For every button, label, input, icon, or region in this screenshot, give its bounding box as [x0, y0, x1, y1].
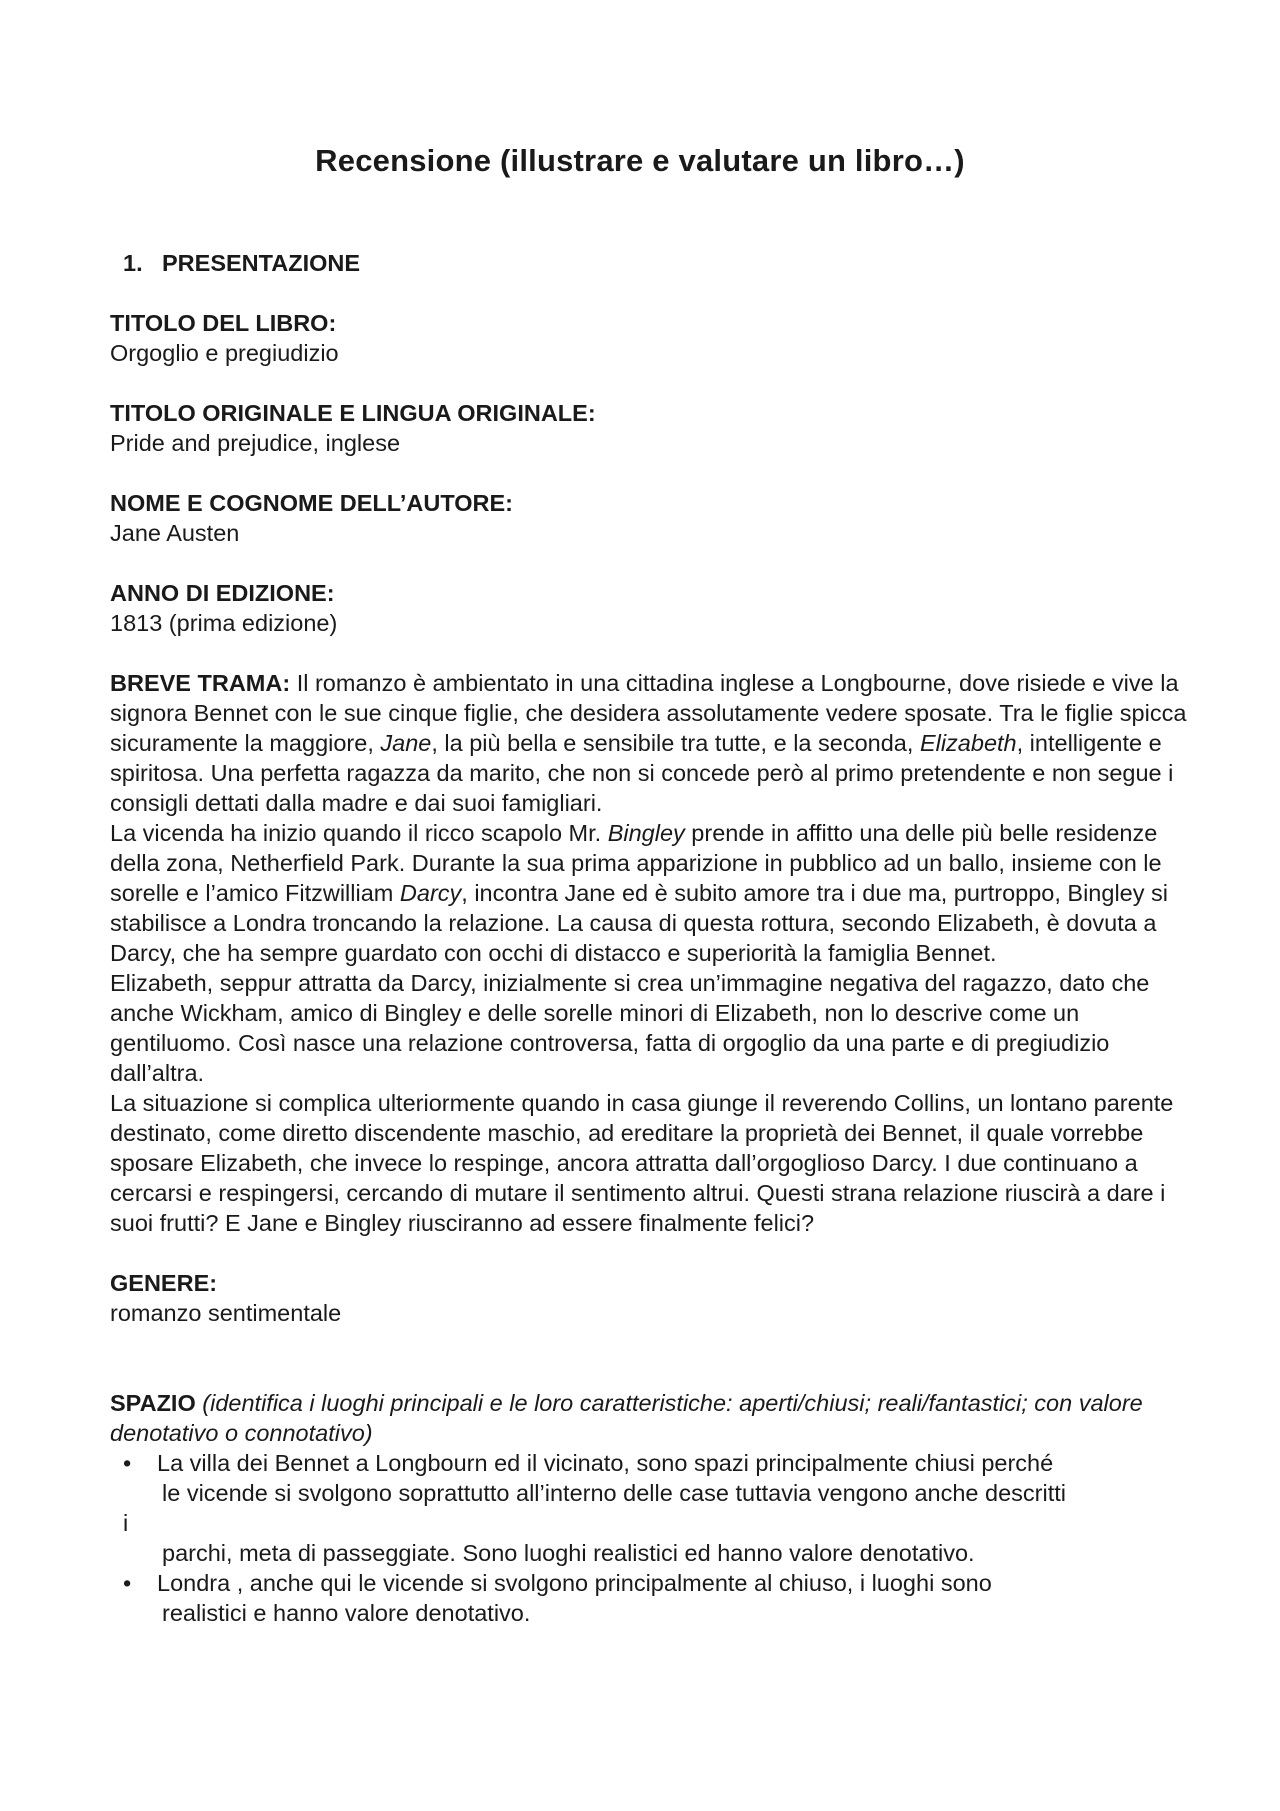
section-number: 1.: [123, 250, 143, 276]
field-anno: [110, 578, 1190, 638]
line: realistici e hanno valore denotativo.: [162, 1600, 531, 1626]
line: La villa dei Bennet a Longbourn ed il vicinato, sono spazi principalmente chiusi perché: [157, 1450, 1054, 1476]
field-label: NOME E COGNOME DELL’AUTORE:: [110, 490, 513, 516]
field-label: TITOLO DEL LIBRO:: [110, 310, 337, 336]
line: parchi, meta di passeggiate. Sono luoghi realistici ed hanno valore denotativo.: [162, 1540, 975, 1566]
orphan-char: i: [123, 1510, 129, 1536]
field-value: Orgoglio e pregiudizio: [110, 340, 339, 366]
trama-paragraph-1: [110, 668, 1190, 818]
field-label: GENERE:: [110, 1270, 218, 1296]
bullet-icon: •: [123, 1450, 132, 1476]
field-titolo: [110, 308, 1190, 368]
text-run: La vicenda ha inizio quando il ricco scapolo Mr.: [110, 820, 608, 846]
spazio-section: [110, 1388, 1190, 1628]
trama-paragraph-4: La situazione si complica ulteriormente quando in casa giunge il reverendo Collins, un lontano parente destinato, come diretto discendente maschio, ad ereditare la proprietà dei Bennet, il quale vorrebbe sposare Elizabeth, che invece lo respinge, ancora attratta dall’orgoglioso Darcy. I due continuano a cercarsi e respingersi, cercando di mutare il sentimento altrui. Questi strana relazione riuscirà a dare i suoi frutti? E Jane e Bingley riusciranno ad essere finalmente felici?: [110, 1090, 1174, 1236]
section-title: PRESENTAZIONE: [162, 250, 361, 276]
field-label: TITOLO ORIGINALE E LINGUA ORIGINALE:: [110, 400, 596, 426]
text-run: , la più bella e sensibile tra tutte, e la seconda,: [431, 730, 920, 756]
field-genere: [110, 1268, 1190, 1328]
emphasis: Darcy: [399, 880, 462, 906]
document-body: [110, 248, 1190, 1628]
field-value: Jane Austen: [110, 520, 240, 546]
trama-label: BREVE TRAMA:: [110, 670, 291, 696]
list-item: [110, 1448, 1190, 1508]
field-titolo-originale: [110, 398, 1190, 458]
field-value: romanzo sentimentale: [110, 1300, 342, 1326]
emphasis: Bingley: [607, 820, 685, 846]
text-run: , incontra Jane ed è subito amore tra i due ma, purtroppo, Bingley si stabilisce a Londra troncando la relazione. La causa di questa rottura, secondo Elizabeth, è dovuta a Darcy, che ha sempre guardato con occhi di distacco e superiorità la famiglia Bennet.: [110, 880, 1168, 966]
text-run: Il romanzo è ambientato in una cittadina inglese a Longbourne, dove risiede e vive la signora Bennet con le sue cinque figlie, che desidera assolutamente vedere sposate. Tra le figlie spicca sicuramente la maggiore,: [110, 670, 1187, 756]
spazio-list: [110, 1448, 1190, 1508]
field-value: 1813 (prima edizione): [110, 610, 338, 636]
trama-paragraph-3: Elizabeth, seppur attratta da Darcy, inizialmente si crea un’immagine negativa del ragazzo, dato che anche Wickham, amico di Bingley e delle sorelle minori di Elizabeth, non lo descrive come un gentiluomo. Così nasce una relazione controversa, fatta di orgoglio da una parte e di pregiudizio dall’altra.: [110, 970, 1150, 1086]
line: Londra , anche qui le vicende si svolgono principalmente al chiuso, i luoghi sono: [157, 1570, 992, 1596]
section-heading: [123, 248, 1190, 278]
field-value: Pride and prejudice, inglese: [110, 430, 401, 456]
trama-paragraph-2: [110, 818, 1190, 968]
field-autore: [110, 488, 1190, 548]
spazio-intro: [110, 1388, 1190, 1448]
spazio-note: (identifica i luoghi principali e le loro caratteristiche: aperti/chiusi; reali/fantastici; con valore denotativo o connotativo): [110, 1390, 1143, 1446]
list-item: [110, 1568, 1190, 1628]
spazio-list: [110, 1568, 1190, 1628]
text-run: prende in affitto una delle più belle residenze della zona, Netherfield Park. Durante la sua prima apparizione in pubblico ad un ballo, insieme con le sorelle e l’amico Fitzwilliam: [110, 820, 1162, 906]
field-label: ANNO DI EDIZIONE:: [110, 580, 335, 606]
trama-section: [110, 668, 1190, 1238]
text-run: , intelligente e spiritosa. Una perfetta ragazza da marito, che non si concede però al primo pretendente e non segue i consigli dettati dalla madre e dai suoi famigliari.: [110, 730, 1174, 816]
line: le vicende si svolgono soprattutto all’interno delle case tuttavia vengono anche descritti: [162, 1480, 1066, 1506]
spazio-label: SPAZIO: [110, 1390, 196, 1416]
emphasis: Jane: [380, 730, 432, 756]
bullet-icon: •: [123, 1570, 132, 1596]
page-title: Recensione (illustrare e valutare un libro…): [315, 143, 965, 178]
emphasis: Elizabeth: [919, 730, 1017, 756]
